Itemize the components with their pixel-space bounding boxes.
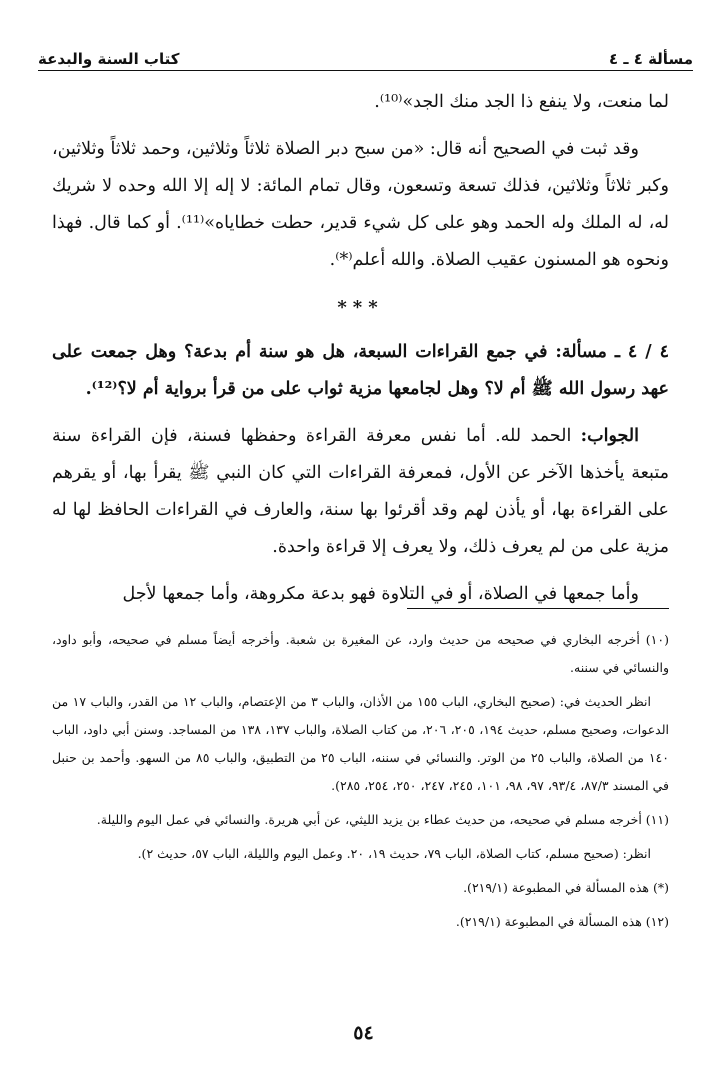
answer-text: الحمد لله. أما نفس معرفة القراءة وحفظها فسنة، فإن القراءة سنة متبعة يأخذها الآخر عن الأول، فمعرفة القراءات التي كان النبي ﷺ يقرأ بها، أو يقرهم على القراءة بها، أو يأذن لهم وقد أقرئوا بها سنة، والعارف في القراءات الحافظ لها له مزية على من لم يعرف ذلك، ولا يعرف إلا قراءة واحدة. — [52, 426, 669, 557]
header-divider — [38, 70, 693, 71]
question-heading: ٤ / ٤ ـ مسألة: في جمع القراءات السبعة، هل هو سنة أم بدعة؟ وهل جمعت على عهد رسول الله ﷺ أم لا؟ وهل لجامعها مزية ثواب على من قرأ برواية أم لا؟⁽¹²⁾. — [52, 342, 670, 399]
footnote-12: (١٢) هذه المسألة في المطبوعة (٢١٩/١). — [455, 914, 669, 929]
paragraph-hadith: وقد ثبت في الصحيح أنه قال: «من سبح دبر الصلاة ثلاثاً وثلاثين، وحمد ثلاثاً وثلاثين، وكبر ثلاثاً وثلاثين، فذلك تسعة وتسعون، وقال تمام المائة: لا إله إلا الله وحده لا شريك له، له الملك وله الحمد وهو على كل شيء قدير، حطت خطاياه»⁽¹¹⁾. أو كما قال. فهذا ونحوه هو المسنون عقيب الصلاة. والله أعلم⁽*⁾. — [52, 139, 669, 270]
footnote-10-reference: انظر الحديث في: (صحيح البخاري، الباب ١٥٥ من الأذان، والباب ٣ من الإعتصام، والباب ١٢ من القدر، والباب ١٧ من الدعوات، وصحيح مسلم، حديث ١٩٤، ٢٠٥، ٢٠٦، من كتاب الصلاة، والباب ١٣٧، ١٣٨ من المساجد. وسنن أبي داود، الباب ١٤٠ من الصلاة، والباب ٢٥ من الوتر. والنسائي في سننه، الباب ٢٥ من التطبيق، والباب ٨٥ من السهو. وأحمد بن حنبل في المسند ٨٧/٣، ٩٣/٤، ٩٧، ٩٨، ١٠١، ٢٤٥، ٢٤٧، ٢٥٠، ٢٥٤، ٢٨٥). — [52, 694, 670, 793]
running-header — [38, 38, 693, 68]
answer-label: الجواب: — [580, 426, 639, 446]
footnote-11-reference: انظر: (صحيح مسلم، كتاب الصلاة، الباب ٧٩، حديث ١٩، ٢٠. وعمل اليوم والليلة، الباب ٥٧، حديث ٢). — [137, 846, 651, 861]
footnotes — [52, 626, 669, 942]
page-number: ٥٤ — [353, 1022, 374, 1044]
footnote-divider — [407, 608, 669, 609]
paragraph-last: وأما جمعها في الصلاة، أو في التلاوة فهو بدعة مكروهة، وأما جمعها لأجل — [122, 584, 639, 604]
footnote-star: (*) هذه المسألة في المطبوعة (٢١٩/١). — [463, 880, 669, 895]
footnote-11: (١١) أخرجه مسلم في صحيحه، من حديث عطاء بن يزيد الليثي، عن أبي هريرة. والنسائي في عمل اليوم والليلة. — [96, 812, 669, 827]
paragraph-continuation: لما منعت، ولا ينفع ذا الجد منك الجد»⁽¹⁰⁾. — [374, 92, 669, 112]
main-text — [52, 84, 669, 623]
header-book-title: كتاب السنة والبدعة — [38, 50, 180, 68]
footnote-10: (١٠) أخرجه البخاري في صحيحه من حديث وارد، عن المغيرة بن شعبة. وأخرجه أيضاً مسلم في صحيحه، وأبو داود، والنسائي في سننه. — [52, 632, 669, 675]
header-issue-number: مسألة ٤ ـ ٤ — [608, 50, 693, 68]
section-separator: *** — [337, 297, 384, 318]
answer-paragraph — [52, 418, 669, 566]
